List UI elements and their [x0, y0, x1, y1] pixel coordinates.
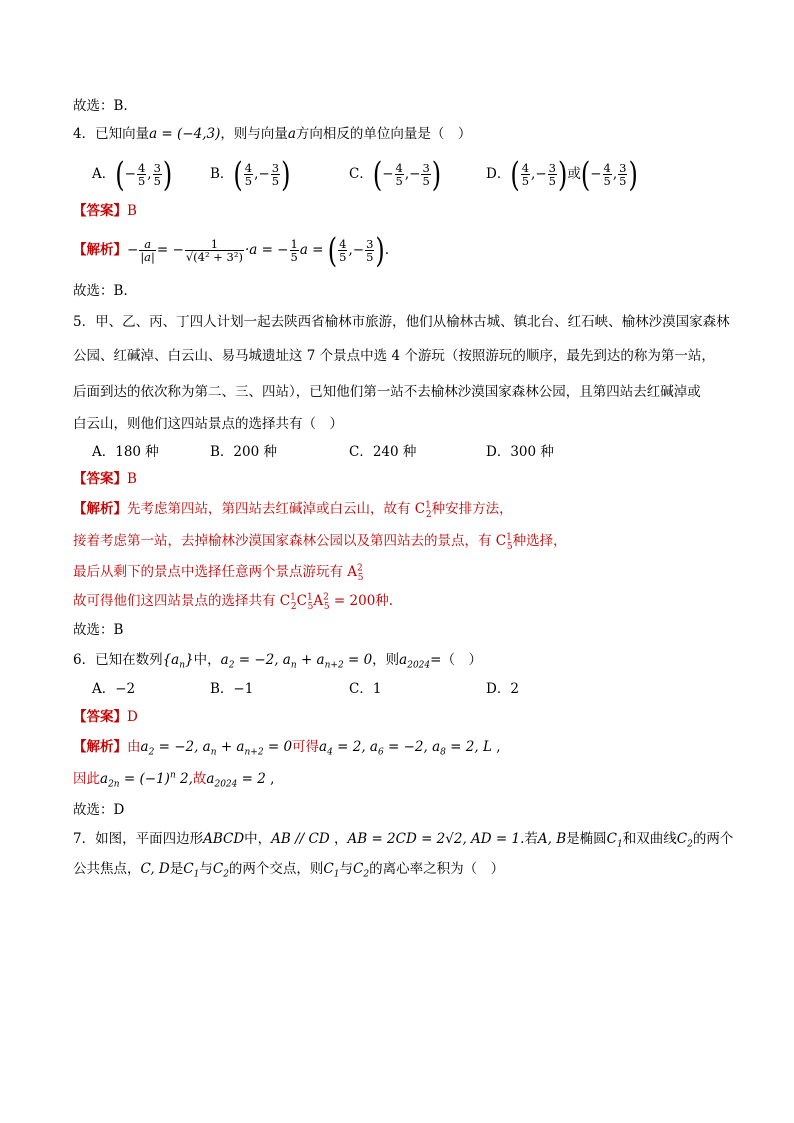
fraction: $\frac{4}{5}$: [339, 237, 347, 264]
q7-stem-line-2: 公共焦点，C, D是$C_1$与$C_2$的两个交点，则$C_1$与$C_2$的离心率之积为（ ）: [73, 861, 505, 880]
q6-stem-text-4: =（ ）: [430, 652, 482, 668]
fraction: $\frac{4}{5}$: [521, 161, 530, 188]
fraction: $\frac{1}{5}$: [290, 237, 298, 264]
option-label: D．: [486, 166, 511, 182]
answer-tag: 【答案】: [73, 203, 127, 219]
prev-conclusion: 故选：B.: [73, 98, 128, 114]
q7-stem-text: 公共焦点，: [73, 861, 141, 877]
fraction: $\frac{4}{5}$: [395, 161, 403, 188]
q7-stem-text: 与: [339, 861, 353, 877]
q4-vector: a = (−4,3): [149, 126, 221, 142]
q7-stem-text: 是: [169, 861, 184, 877]
q4-option-b: B．( $\frac{4}{5}$ ,− $\frac{3}{5}$ ): [210, 154, 291, 195]
q4-stem: [73, 125, 471, 143]
q5-option-a: A．180 种: [92, 444, 159, 460]
fraction: $\frac{3}{5}$: [619, 161, 627, 188]
analysis-text: = 200种.: [329, 593, 394, 609]
answer-tag: 【答案】: [73, 471, 127, 487]
fraction: $\frac{3}{5}$: [548, 161, 556, 188]
q4-analysis: 【解析】− $\frac{a}{|a|}$ = − $\frac{1}{\text{√(4² + 3²)}}$ ·a = − $\frac{1}{5}$ a = ( $\frac{4}{5}$ ,− $\frac{3}{5}$ ).: [73, 230, 390, 271]
q6-option-b: B．−1: [210, 681, 254, 697]
fraction: $\frac{3}{5}$: [366, 237, 374, 264]
q4-option-d: D．( $\frac{4}{5}$ ,− $\frac{3}{5}$ )或(− $\frac{4}{5}$ , $\frac{3}{5}$ ): [486, 154, 638, 195]
answer-value: D: [127, 709, 138, 725]
analysis-text: 因此: [73, 771, 100, 787]
analysis-text: 最后从剩下的景点中选择任意两个景点游玩有 A: [73, 564, 358, 580]
or-text: 或: [567, 166, 581, 182]
q5-stem-line-4: 白云山，则他们这四站景点的选择共有（ ）: [73, 416, 343, 432]
option-label: B．: [210, 166, 234, 182]
analysis-text: 种安排方法，: [431, 501, 513, 517]
q4-answer: [73, 202, 137, 220]
q5-analysis-line-1: 【解析】先考虑第四站，第四站去红碱淖或白云山，故有 $C^1_2$种安排方法，: [73, 500, 513, 520]
q4-conclusion: 故选：B.: [73, 283, 128, 299]
q6-stem-text-3: ，则: [372, 652, 400, 668]
fraction: $\frac{4}{5}$: [244, 161, 253, 188]
q7-stem-text: 是椭圆: [566, 831, 607, 847]
q6-analysis-line-2: 因此$a_{2n} = (-1)^n$ 2,故$a_{2024} = 2$ ,: [73, 770, 275, 790]
q7-stem-text: 的两个: [692, 831, 734, 847]
analysis-text: 故: [192, 771, 207, 787]
answer-tag: 【答案】: [73, 709, 127, 725]
answer-value: B: [127, 203, 137, 219]
analysis-text: 由: [127, 739, 141, 755]
q6-option-c: C．1: [349, 681, 382, 697]
analysis-text: 可得: [292, 739, 320, 755]
sign: −: [409, 166, 421, 182]
sign: −: [124, 166, 136, 182]
q7-stem-text: 7．如图，平面四边形: [73, 831, 204, 847]
q4-option-c: C．(− $\frac{4}{5}$ ,− $\frac{3}{5}$ ): [349, 154, 442, 195]
sign: −: [535, 166, 547, 182]
q5-conclusion: 故选：B: [73, 622, 124, 638]
fraction: $\frac{3}{5}$: [153, 161, 161, 188]
analysis-text: 先考虑第四站，第四站去红碱淖或白云山，故有 C: [127, 501, 426, 517]
q4-option-a: A．(− $\frac{4}{5}$ , $\frac{3}{5}$ ): [92, 154, 173, 195]
sign: −: [258, 166, 270, 182]
q7-stem-text: 和双曲线: [622, 831, 677, 847]
option-label: A．: [92, 166, 116, 182]
q5-option-b: B．200 种: [210, 444, 277, 460]
q7-stem-text: 的两个交点，则: [228, 861, 324, 877]
fraction: $\frac{4}{5}$: [603, 161, 611, 188]
fraction: $\frac{4}{5}$: [137, 161, 146, 188]
q5-analysis-line-2: 接着考虑第一站，去掉榆林沙漠国家森林公园以及第四站去的景点，有 $C^1_5$种选择，: [73, 532, 567, 552]
q6-conclusion: 故选：D: [73, 802, 125, 818]
q6-option-d: D．2: [486, 681, 519, 697]
q7-stem-text: 的离心率之积为（ ）: [369, 861, 505, 877]
q5-answer: [73, 470, 137, 488]
fraction: $\frac{1}{\text{√(4² + 3²)}}$: [185, 237, 243, 264]
option-label: C．: [349, 166, 373, 182]
q6-stem: 6．已知在数列$\{a_n\}$中，$a_2 = -2$, $a_n + a_{n+2} = 0$，则$a_{2024}=$（ ）: [73, 652, 482, 671]
q6-option-a: A．−2: [92, 681, 136, 697]
analysis-text: 接着考虑第一站，去掉榆林沙漠国家森林公园以及第四站去的景点，有 C: [73, 533, 507, 549]
q4-vector-2: a: [287, 126, 296, 142]
fraction: $\frac{3}{5}$: [271, 161, 280, 188]
analysis-tag: 【解析】: [73, 739, 127, 755]
q6-stem-text-2: 中，: [193, 652, 221, 668]
analysis-text: 故可得他们这四站景点的选择共有 C: [73, 593, 291, 609]
answer-value: B: [127, 471, 137, 487]
q4-stem-text-3: 方向相反的单位向量是（ ）: [295, 126, 472, 142]
q5-analysis-line-4: 故可得他们这四站景点的选择共有 $C^1_2C^1_5A^2_5 = 200$种.: [73, 592, 394, 612]
q4-stem-text-2: ，则与向量: [220, 126, 288, 142]
q6-answer: [73, 708, 138, 726]
q7-stem-text: 若: [524, 831, 538, 847]
fraction: $\frac{3}{5}$: [422, 161, 430, 188]
q5-option-c: C．240 种: [349, 444, 417, 460]
q6-analysis-line-1: 【解析】由$a_2 = -2$, $a_n + a_{n+2} = 0$可得$a_4 = 2$, $a_6 = -2$, $a_8 = 2$, L ,: [73, 739, 501, 758]
q6-stem-text: 6．已知在数列: [73, 652, 163, 668]
q5-stem-line-2: 公园、红碱淖、白云山、易马城遗址这 7 个景点中选 4 个游玩（按照游玩的顺序，最先到达的称为第一站，: [73, 348, 715, 364]
q7-stem-text: 与: [199, 861, 213, 877]
q4-stem-text: 4．已知向量: [73, 126, 150, 142]
q5-stem-line-1: 5．甲、乙、丙、丁四人计划一起去陕西省榆林市旅游，他们从榆林古城、镇北台、红石峡、榆林沙漠国家森林: [73, 314, 730, 330]
analysis-tag: 【解析】: [73, 242, 127, 258]
q7-stem-line-1: 7．如图，平面四边形ABCD中，AB // CD ，AB = 2CD = 2√2, AD = 1.若A, B是椭圆$C_1$和双曲线$C_2$的两个: [73, 831, 734, 850]
q5-option-d: D．300 种: [486, 444, 554, 460]
sign: −: [382, 166, 394, 182]
analysis-tag: 【解析】: [73, 501, 127, 517]
fraction: $\frac{a}{|a|}$: [140, 237, 155, 264]
analysis-text: 种选择，: [512, 533, 567, 549]
q5-analysis-line-3: 最后从剩下的景点中选择任意两个景点游玩有 $A^2_5$: [73, 563, 364, 583]
q7-stem-text: 中，: [244, 831, 272, 847]
q5-stem-line-3: 后面到达的依次称为第二、三、四站），已知他们第一站不去榆林沙漠国家森林公园，且第四站去红碱淖或: [73, 384, 701, 400]
